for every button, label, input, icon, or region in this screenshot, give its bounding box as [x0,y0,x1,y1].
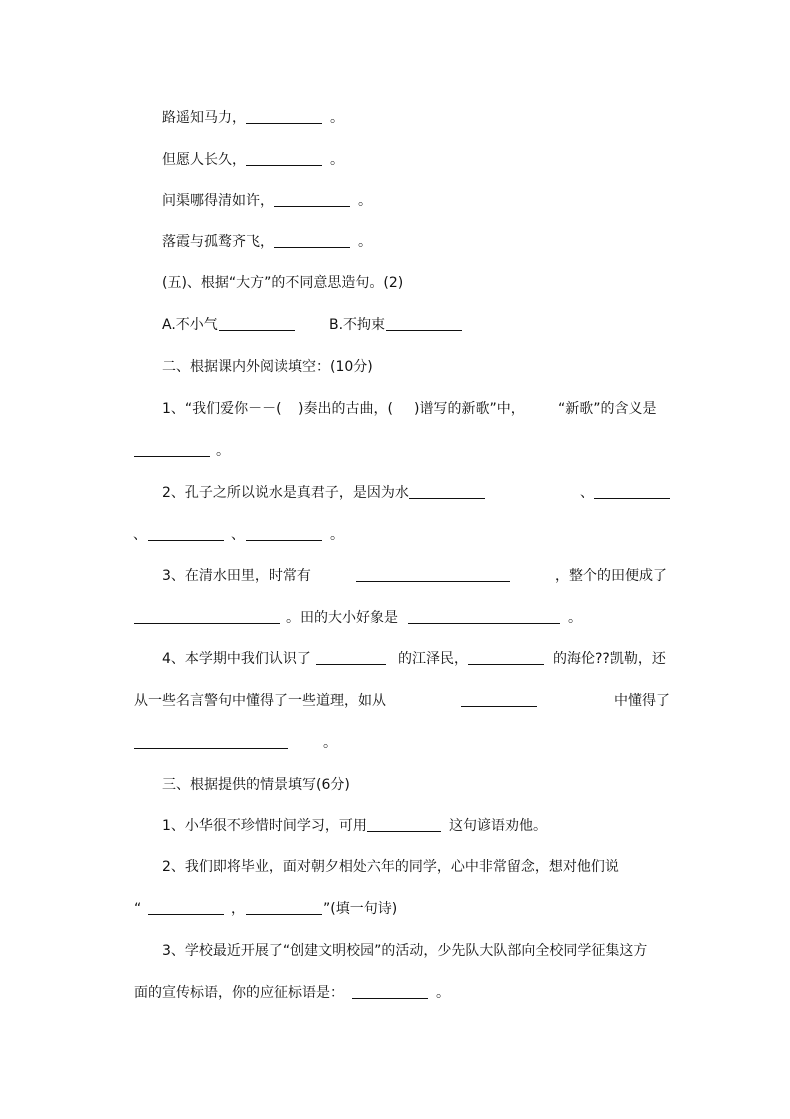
separator: 、 [133,527,147,543]
s3-q3-text-a: 3、学校最近开展了“创建文明校园”的活动，少先队大队部向全校同学征集这方 [162,943,648,959]
s2-q4-text-d: 从一些名言警句中懂得了一些道理，如从 [134,693,386,709]
answer-blank[interactable] [134,456,210,457]
answer-blank[interactable] [148,540,224,541]
end-mark: 。 [216,443,230,459]
s2-q4-text-b: 的江泽民， [398,651,468,667]
s2-q4-text-a: 4、本学期中我们认识了 [162,651,311,667]
s2-q4-text-e: 中懂得了 [614,693,670,709]
end-mark: 。 [330,527,344,543]
answer-blank[interactable] [134,748,288,749]
end-mark: 。 [330,110,344,126]
s3-q1-text-a: 1、小华很不珍惜时间学习，可用 [162,818,367,834]
separator: 、 [580,485,594,501]
s2-q1-text-d: “新歌”的含义是 [558,401,657,417]
answer-blank[interactable] [134,623,280,624]
poetry-line-2-text: 但愿人长久， [162,152,246,168]
s3-q2-text-a: 2、我们即将毕业，面对朝夕相处六年的同学，心中非常留念，想对他们说 [162,859,619,875]
end-mark: 。 [323,735,337,751]
poetry-line-3-text: 问渠哪得清如许， [162,193,274,209]
answer-blank[interactable] [408,623,560,624]
separator: 、 [231,527,245,543]
answer-blank[interactable] [148,914,224,915]
answer-blank[interactable] [316,664,386,665]
s2-q1-text-a: 1、“我们爱你－－( [162,401,282,417]
end-mark: 。 [568,610,582,626]
option-a-label: A.不小气 [162,317,218,333]
answer-blank[interactable] [461,706,537,707]
answer-blank[interactable] [274,206,350,207]
answer-blank[interactable] [409,498,485,499]
end-mark: 。 [330,152,344,168]
answer-blank[interactable] [594,498,670,499]
answer-blank[interactable] [274,247,350,248]
section3-title: 三、根据提供的情景填写(6分) [162,777,350,793]
answer-blank[interactable] [468,664,544,665]
option-b-label: B.不拘束 [329,317,386,333]
open-quote: “ [134,901,142,917]
s2-q3-text-c: 。田的大小好象是 [286,610,398,626]
end-mark: 。 [358,193,372,209]
poetry-line-4-text: 落霞与孤鹜齐飞， [162,234,274,250]
poetry-line-1-text: 路遥知马力， [162,110,246,126]
section2-title: 二、根据课内外阅读填空：(10分) [162,359,373,375]
s2-q1-text-c: )谱写的新歌”中， [414,401,525,417]
answer-blank[interactable] [246,914,322,915]
s2-q2-text-a: 2、孔子之所以说水是真君子，是因为水 [162,485,409,501]
s3-q1-text-b: 这句谚语劝他。 [449,818,547,834]
answer-blank[interactable] [246,165,322,166]
end-mark: 。 [358,234,372,250]
end-mark: 。 [436,985,450,1001]
s3-q3-text-b: 面的宣传标语，你的应征标语是： [134,985,344,1001]
part5-title: (五)、根据“大方”的不同意思造句。(2) [162,275,404,291]
answer-blank[interactable] [352,998,428,999]
s2-q1-text-b: )奏出的古曲，( [298,401,393,417]
answer-blank[interactable] [246,123,322,124]
answer-blank[interactable] [356,581,510,582]
option-a-blank[interactable] [219,330,295,331]
s3-q2-close: ”(填一句诗) [323,901,398,917]
option-b-blank[interactable] [386,330,462,331]
answer-blank[interactable] [246,540,322,541]
s2-q3-text-b: ，整个的田便成了 [555,568,667,584]
comma: ， [231,901,245,917]
s2-q4-text-c: 的海伦??凯勒，还 [553,651,666,667]
s2-q3-text-a: 3、在清水田里，时常有 [162,568,311,584]
answer-blank[interactable] [367,831,441,832]
